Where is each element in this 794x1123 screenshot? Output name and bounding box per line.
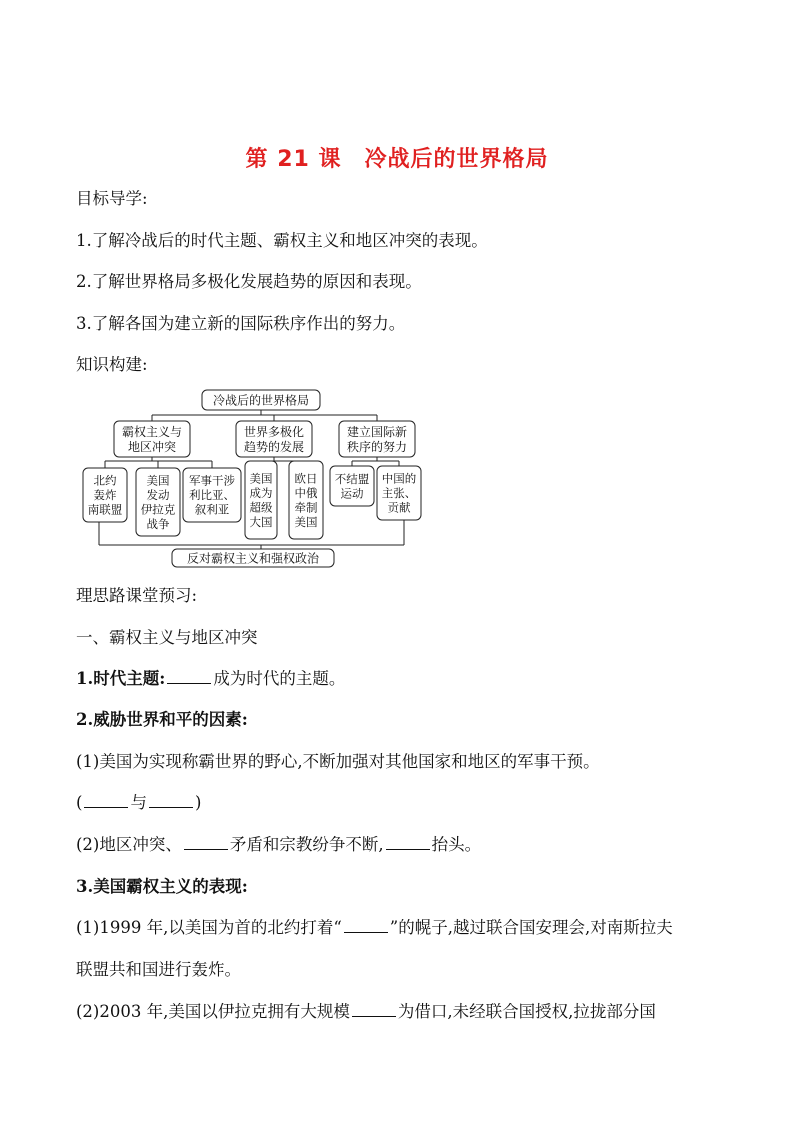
question-label: 1.时代主题: xyxy=(76,669,166,688)
question-3-1-cont: 联盟共和国进行轰炸。 xyxy=(76,960,241,979)
diagram-leaf-text: 美国 xyxy=(294,514,318,529)
answer-blank[interactable] xyxy=(344,918,388,933)
diagram-leaf-text: 南联盟 xyxy=(87,502,123,517)
diagram-leaf-text: 大国 xyxy=(249,514,273,529)
diagram-branch-text: 霸权主义与 xyxy=(121,424,183,439)
diagram-branch-text: 趋势的发展 xyxy=(243,439,305,454)
preview-label: 理思路课堂预习: xyxy=(76,586,198,605)
diagram-leaf-text: 中俄 xyxy=(294,485,318,500)
diagram-leaf-text: 运动 xyxy=(340,486,364,501)
question-2-1-blanks: ( 与 ) xyxy=(76,793,202,812)
answer-blank[interactable] xyxy=(184,835,228,850)
goal-item: 2.了解世界格局多极化发展趋势的原因和表现。 xyxy=(76,272,422,291)
diagram-leaf-text: 美国 xyxy=(249,471,273,486)
goal-item: 3.了解各国为建立新的国际秩序作出的努力。 xyxy=(76,314,406,333)
question-3-1: (1)1999 年,以美国为首的北约打着“ ”的幌子,越过联合国安理会,对南斯拉夫 xyxy=(76,918,673,937)
goals-label: 目标导学: xyxy=(76,189,148,208)
diagram-leaf-text: 发动 xyxy=(146,487,170,502)
diagram-leaf-text: 牵制 xyxy=(294,500,318,515)
knowledge-label: 知识构建: xyxy=(76,355,148,374)
answer-blank[interactable] xyxy=(386,835,430,850)
diagram-branch-text: 世界多极化 xyxy=(243,424,305,439)
diagram-branch-text: 建立国际新 xyxy=(346,424,408,439)
question-2-2: (2)地区冲突、 矛盾和宗教纷争不断, 抬头。 xyxy=(76,835,482,854)
diagram-leaf-text: 伊拉克 xyxy=(140,502,176,517)
goal-item: 1.了解冷战后的时代主题、霸权主义和地区冲突的表现。 xyxy=(76,231,488,250)
diagram-leaf-text: 北约 xyxy=(93,473,117,488)
answer-blank[interactable] xyxy=(149,793,193,808)
answer-blank[interactable] xyxy=(352,1002,396,1017)
diagram-leaf-text: 不结盟 xyxy=(334,471,370,486)
diagram-leaf-text: 利比亚、 xyxy=(189,488,235,503)
diagram-leaf-text: 超级 xyxy=(249,500,273,515)
diagram-leaf-text: 轰炸 xyxy=(93,488,117,503)
question-3: 3.美国霸权主义的表现: xyxy=(76,877,248,896)
section-heading: 一、霸权主义与地区冲突 xyxy=(76,628,258,647)
diagram-leaf-text: 叙利亚 xyxy=(194,502,230,517)
diagram-leaf-text: 军事干涉 xyxy=(189,473,235,488)
diagram-leaf-text: 美国 xyxy=(146,473,170,488)
diagram-branch-text: 秩序的努力 xyxy=(346,439,408,454)
question-2: 2.威胁世界和平的因素: xyxy=(76,710,248,729)
diagram-leaf-text: 欧日 xyxy=(294,471,318,486)
answer-blank[interactable] xyxy=(167,669,211,684)
diagram-leaf-text: 贡献 xyxy=(387,500,411,515)
diagram-leaf-text: 成为 xyxy=(249,485,273,500)
diagram-leaf-text: 战争 xyxy=(146,516,170,531)
diagram-leaf-text: 主张、 xyxy=(381,486,417,501)
page-title: 第 21 课 冷战后的世界格局 xyxy=(245,147,549,172)
question-3-2: (2)2003 年,美国以伊拉克拥有大规模 为借口,未经联合国授权,拉拢部分国 xyxy=(76,1002,656,1021)
diagram-root-text: 冷战后的世界格局 xyxy=(212,393,310,408)
answer-blank[interactable] xyxy=(84,793,128,808)
diagram-leaf-text: 中国的 xyxy=(381,471,417,486)
diagram-bottom-text: 反对霸权主义和强权政治 xyxy=(186,551,320,566)
question-2-1: (1)美国为实现称霸世界的野心,不断加强对其他国家和地区的军事干预。 xyxy=(76,752,600,771)
question-1: 1.时代主题: 成为时代的主题。 xyxy=(76,669,346,688)
diagram-branch-text: 地区冲突 xyxy=(127,439,177,454)
